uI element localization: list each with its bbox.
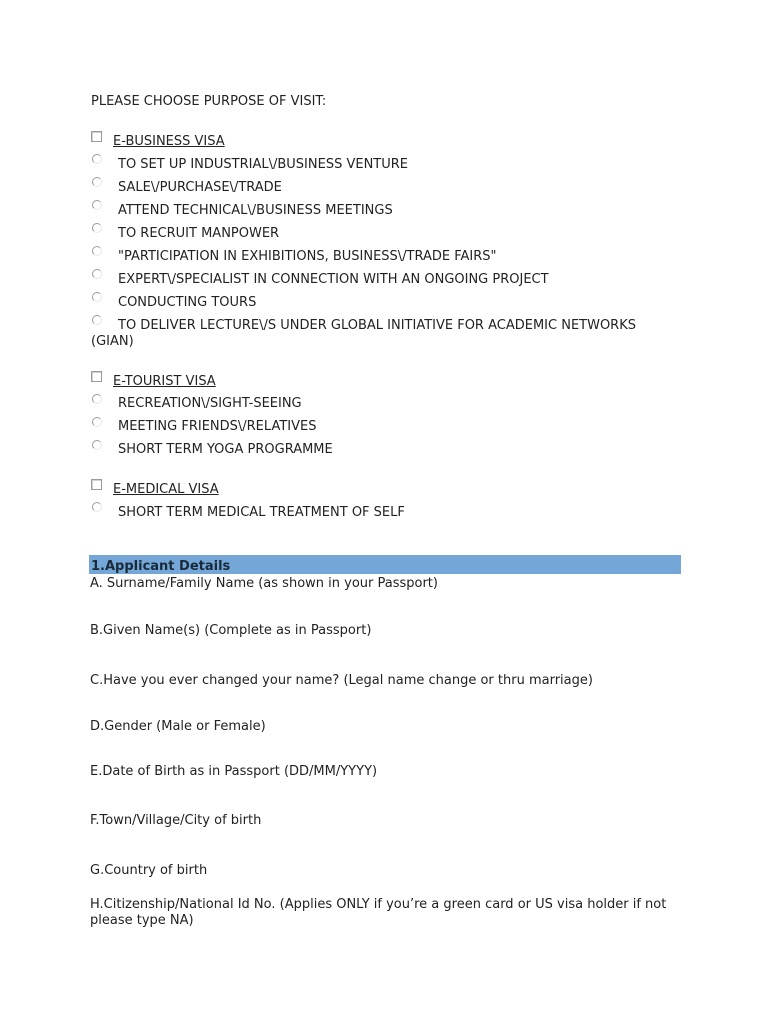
field-country-of-birth: G.Country of birth (90, 863, 208, 878)
field-place-of-birth: F.Town/Village/City of birth (90, 813, 262, 828)
field-surname: A. Surname/Family Name (as shown in your Passport) (90, 576, 438, 591)
business-option-radio[interactable] (92, 292, 102, 302)
tourist-option-label: SHORT TERM YOGA PROGRAMME (118, 442, 333, 457)
business-option-label: TO DELIVER LECTURE\/S UNDER GLOBAL INITIATIVE FOR ACADEMIC NETWORKS (118, 318, 636, 333)
medical-option-radio[interactable] (92, 502, 102, 512)
business-option-radio[interactable] (92, 200, 102, 210)
business-option-label-continued: (GIAN) (91, 334, 134, 349)
section-header-bar (89, 555, 681, 574)
business-option-radio[interactable] (92, 315, 102, 325)
business-option-label: TO RECRUIT MANPOWER (118, 226, 280, 241)
business-option-radio[interactable] (92, 223, 102, 233)
field-gender: D.Gender (Male or Female) (90, 719, 266, 734)
business-option-radio[interactable] (92, 154, 102, 164)
section-title: 1.Applicant Details (91, 559, 231, 574)
medical-visa-checkbox[interactable] (91, 479, 102, 490)
business-option-label: "PARTICIPATION IN EXHIBITIONS, BUSINESS\/TRADE FAIRS" (118, 249, 497, 264)
business-option-radio[interactable] (92, 269, 102, 279)
business-option-radio[interactable] (92, 177, 102, 187)
field-citizenship-id: H.Citizenship/National Id No. (Applies ONLY if you’re a green card or US visa holder if not please type NA) (90, 897, 667, 928)
tourist-option-radio[interactable] (92, 417, 102, 427)
business-visa-label: E-BUSINESS VISA (113, 134, 225, 149)
tourist-option-label: RECREATION\/SIGHT-SEEING (118, 396, 302, 411)
tourist-option-radio[interactable] (92, 394, 102, 404)
purpose-heading: PLEASE CHOOSE PURPOSE OF VISIT: (91, 94, 327, 109)
tourist-option-radio[interactable] (92, 440, 102, 450)
business-option-label: CONDUCTING TOURS (118, 295, 257, 310)
medical-option-label: SHORT TERM MEDICAL TREATMENT OF SELF (118, 505, 405, 520)
field-name-change: C.Have you ever changed your name? (Legal name change or thru marriage) (90, 673, 593, 688)
field-date-of-birth: E.Date of Birth as in Passport (DD/MM/YYYY) (90, 764, 378, 779)
tourist-visa-checkbox[interactable] (91, 371, 102, 382)
medical-visa-label: E-MEDICAL VISA (113, 482, 219, 497)
business-visa-checkbox[interactable] (91, 131, 102, 142)
business-option-label: TO SET UP INDUSTRIAL\/BUSINESS VENTURE (118, 157, 408, 172)
tourist-visa-label: E-TOURIST VISA (113, 374, 216, 389)
business-option-label: EXPERT\/SPECIALIST IN CONNECTION WITH AN ONGOING PROJECT (118, 272, 549, 287)
field-given-names: B.Given Name(s) (Complete as in Passport) (90, 623, 372, 638)
business-option-radio[interactable] (92, 246, 102, 256)
business-option-label: SALE\/PURCHASE\/TRADE (118, 180, 282, 195)
business-option-label: ATTEND TECHNICAL\/BUSINESS MEETINGS (118, 203, 393, 218)
tourist-option-label: MEETING FRIENDS\/RELATIVES (118, 419, 317, 434)
